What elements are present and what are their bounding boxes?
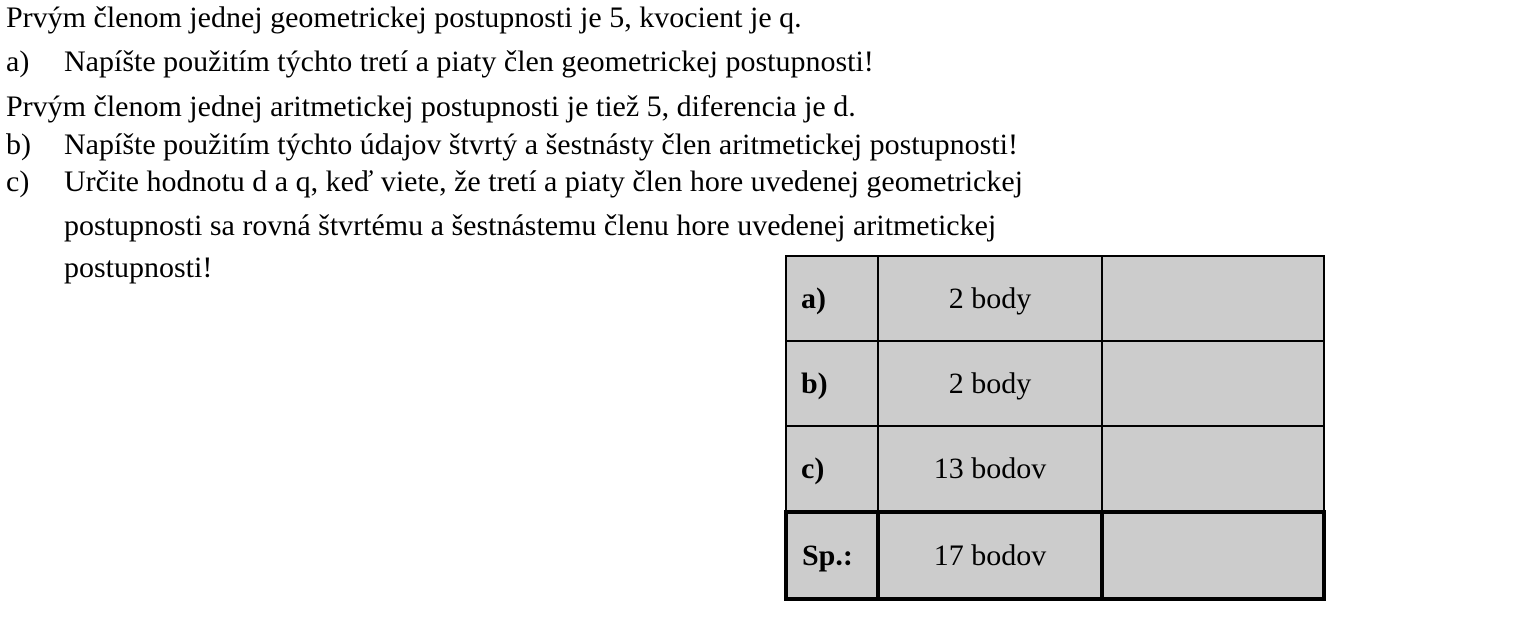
score-row-c <box>786 426 1324 512</box>
score-part-total: Sp.: <box>786 512 878 599</box>
score-part-a: a) <box>786 256 878 341</box>
task-a <box>6 45 874 79</box>
score-part-b: b) <box>786 341 878 426</box>
task-a-label: a) <box>6 45 30 78</box>
intro-geometric: Prvým členom jednej geometrickej postupnosti je 5, kvocient je q. <box>6 1 802 34</box>
score-value-a[interactable] <box>1102 256 1324 341</box>
score-part-c: c) <box>786 426 878 512</box>
task-b-label: b) <box>6 128 31 161</box>
score-value-b[interactable] <box>1102 341 1324 426</box>
intro-arithmetic: Prvým členom jednej aritmetickej postupnosti je tiež 5, diferencia je d. <box>6 90 856 123</box>
task-c-text-line2: postupnosti sa rovná štvrtému a šestnástemu členu hore uvedenej aritmetickej <box>64 209 997 242</box>
score-row-total <box>786 512 1324 599</box>
score-table <box>784 255 1326 601</box>
score-value-c[interactable] <box>1102 426 1324 512</box>
score-value-total[interactable] <box>1102 512 1324 599</box>
score-row-a <box>786 256 1324 341</box>
task-c-text-line1: Určite hodnotu d a q, keď viete, že tretí a piaty člen hore uvedenej geometrickej <box>64 165 1024 198</box>
task-b <box>6 128 1018 162</box>
task-b-text: Napíšte použitím týchto údajov štvrtý a šestnásty člen aritmetickej postupnosti! <box>64 128 1018 161</box>
score-points-total: 17 bodov <box>878 512 1102 599</box>
task-c-text-line3: postupnosti! <box>64 251 213 284</box>
score-points-b: 2 body <box>878 341 1102 426</box>
score-row-b <box>786 341 1324 426</box>
task-c <box>6 165 1023 199</box>
task-c-label: c) <box>6 165 30 198</box>
score-points-a: 2 body <box>878 256 1102 341</box>
score-points-c: 13 bodov <box>878 426 1102 512</box>
task-a-text: Napíšte použitím týchto tretí a piaty člen geometrickej postupnosti! <box>64 45 874 78</box>
